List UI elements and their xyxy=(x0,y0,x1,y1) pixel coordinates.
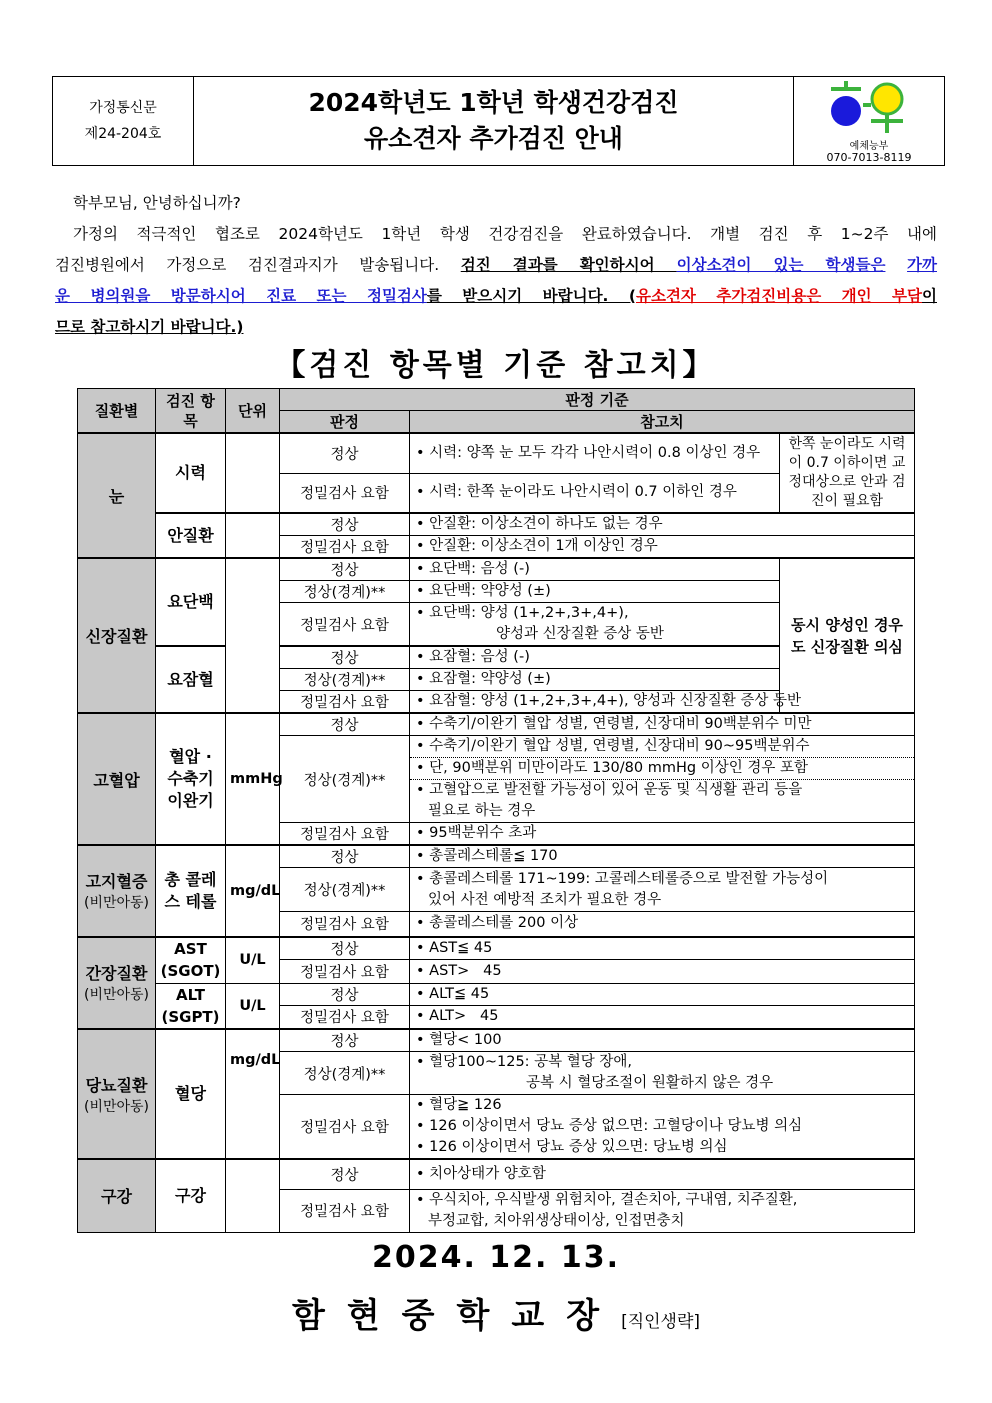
intro-3c: 유소견자 추가검진비용은 개인 부담 xyxy=(636,287,923,305)
intro-2a: 검진병원에서 가정으로 검진결과지가 발송됩니다. xyxy=(55,256,461,274)
reference-line: 공복 시 혈당조절이 원활하지 않은 경우 xyxy=(526,1075,774,1091)
reference-text: • 95백분위수 초과 xyxy=(410,823,915,846)
doc-title xyxy=(194,77,793,165)
category-sub: (비만아동) xyxy=(83,987,150,1004)
greeting: 학부모님, 안녕하십니까? xyxy=(73,194,241,212)
judgement-exam: 정밀검사 요함 xyxy=(280,959,410,983)
table-row xyxy=(78,1159,915,1189)
issue-date: 2024. 12. 13. xyxy=(371,1240,621,1275)
intro-4: 므로 참고하시기 바랍니다.) xyxy=(55,318,244,336)
unit-empty xyxy=(226,433,280,513)
stamp-note: [직인생략] xyxy=(621,1312,701,1332)
judgement-normal: 정상 xyxy=(280,558,410,581)
judgement-normal: 정상 xyxy=(280,1159,410,1189)
col-item: 검진 항목 xyxy=(156,389,226,434)
reference-line: • 126 이상이면서 당뇨 증상 있으면: 당뇨병 의심 xyxy=(416,1139,728,1155)
item-urine-blood: 요잠혈 xyxy=(156,646,226,713)
reference-line: • 126 이상이면서 당뇨 증상 없으면: 고혈당이나 당뇨병 의심 xyxy=(416,1118,803,1134)
table-row xyxy=(78,513,915,536)
item-urine-protein: 요단백 xyxy=(156,558,226,646)
reference-text: • AST> 45 xyxy=(410,959,915,983)
reference-text: • 요잠혈: 음성 (-) xyxy=(410,646,780,669)
section-title: 【검진 항목별 기준 참고치】 xyxy=(275,348,717,383)
col-disease: 질환별 xyxy=(78,389,156,434)
unit-mmhg: mmHg xyxy=(226,713,280,845)
reference-text xyxy=(410,868,915,912)
dept-name: 예체능부 xyxy=(849,141,889,152)
table-row xyxy=(78,983,915,1005)
intro-3a: 운 병의원을 방문하시어 진료 또는 정밀검사 xyxy=(55,287,427,305)
unit-mgdl: mg/dL xyxy=(226,845,280,937)
reference-text: • 안질환: 이상소견이 1개 이상인 경우 xyxy=(410,536,915,559)
judgement-exam: 정밀검사 요함 xyxy=(280,473,410,513)
item-ast: AST (SGOT) xyxy=(156,937,226,984)
intro-3b: 를 받으시기 바랍니다. ( xyxy=(426,287,636,305)
judgement-border: 정상(경계)** xyxy=(280,736,410,823)
item-oral: 구강 xyxy=(156,1159,226,1232)
unit-empty xyxy=(226,558,280,713)
intro-2e: 가까 xyxy=(907,256,937,274)
item-alt: ALT (SGPT) xyxy=(156,983,226,1029)
intro-line-4 xyxy=(55,312,937,343)
table-row xyxy=(78,937,915,960)
reference-text: • 안질환: 이상소견이 하나도 없는 경우 xyxy=(410,513,915,536)
reference-line: • 요단백: 양성 (1+,2+,3+,4+), xyxy=(416,605,629,621)
judgement-border: 정상(경계)** xyxy=(280,868,410,912)
intro-line-3 xyxy=(55,281,937,312)
signer-name: 함현중학교장 xyxy=(291,1296,622,1336)
title-line-1: 2024학년도 1학년 학생건강검진 xyxy=(308,88,679,117)
unit-ul: U/L xyxy=(226,983,280,1029)
item-vision: 시력 xyxy=(156,433,226,513)
reference-text: • 혈당< 100 xyxy=(410,1029,915,1052)
department-logo-icon xyxy=(827,81,907,135)
reference-text: • 수축기/이완기 혈압 성별, 연령별, 신장대비 90백분위수 미만 xyxy=(410,713,915,736)
unit-empty xyxy=(226,513,280,558)
intro-2c: 이상소견이 있는 학생들은 xyxy=(676,256,886,274)
doc-number: 제24-204호 xyxy=(84,126,162,142)
item-blood-sugar: 혈당 xyxy=(156,1029,226,1159)
judgement-normal: 정상 xyxy=(280,433,410,473)
reference-text xyxy=(410,1189,915,1232)
intro-line-2 xyxy=(55,250,937,281)
unit-mgdl: mg/dL xyxy=(226,1029,280,1159)
reference-text: • 총콜레스테롤≦ 170 xyxy=(410,845,915,868)
col-reference: 참고치 xyxy=(410,411,915,434)
reference-text: • ALT≦ 45 xyxy=(410,983,915,1005)
vision-note: 한쪽 눈이라도 시력이 0.7 이하이면 교정대상으로 안과 검진이 필요함 xyxy=(780,433,915,513)
reference-line: • 혈당100~125: 공복 혈당 장애, xyxy=(416,1054,633,1070)
intro-3d: 이 xyxy=(922,287,937,305)
dept-phone: 070-7013-8119 xyxy=(826,151,912,164)
table-row xyxy=(78,1029,915,1052)
item-blood-pressure: 혈압 · 수축기 이완기 xyxy=(156,713,226,845)
signature-line xyxy=(0,1288,992,1337)
judgement-normal: 정상 xyxy=(280,983,410,1005)
judgement-normal: 정상 xyxy=(280,513,410,536)
item-eye-disease: 안질환 xyxy=(156,513,226,558)
document-header xyxy=(52,76,945,166)
judgement-exam: 정밀검사 요함 xyxy=(280,912,410,937)
judgement-normal: 정상 xyxy=(280,845,410,868)
reference-text xyxy=(410,1052,915,1095)
dept-logo-box xyxy=(793,77,944,165)
intro-2d xyxy=(885,256,907,274)
category-liver-label: 간장질환 xyxy=(85,964,148,984)
judgement-exam: 정밀검사 요함 xyxy=(280,603,410,647)
judgement-border: 정상(경계)** xyxy=(280,581,410,603)
table-row xyxy=(78,433,915,473)
reference-text: • 요잠혈: 약양성 (±) xyxy=(410,669,780,691)
doc-type: 가정통신문 xyxy=(89,100,157,116)
category-sub: (비만아동) xyxy=(83,1098,150,1115)
judgement-border: 정상(경계)** xyxy=(280,669,410,691)
reference-text: • 총콜레스테롤 200 이상 xyxy=(410,912,915,937)
intro-text xyxy=(55,188,937,343)
kidney-note: 동시 양성인 경우도 신장질환 의심 xyxy=(780,558,915,713)
category-lipid xyxy=(78,845,156,937)
reference-line: 양성과 신장질환 증상 동반 xyxy=(496,626,664,642)
reference-text: • ALT> 45 xyxy=(410,1005,915,1029)
reference-text: • 요잠혈: 양성 (1+,2+,3+,4+), 양성과 신장질환 증상 동반 xyxy=(410,691,780,714)
reference-text: • 수축기/이완기 혈압 성별, 연령별, 신장대비 90~95백분위수 xyxy=(410,736,915,758)
intro-2b: 검진 결과를 확인하시어 xyxy=(460,256,677,274)
category-diabetes xyxy=(78,1029,156,1159)
reference-text: • AST≦ 45 xyxy=(410,937,915,960)
judgement-exam: 정밀검사 요함 xyxy=(280,536,410,559)
reference-text: • 요단백: 약양성 (±) xyxy=(410,581,780,603)
reference-text: • 치아상태가 양호함 xyxy=(410,1159,915,1189)
doc-info xyxy=(53,77,194,165)
reference-line: 부정교합, 치아위생상태이상, 인접면충치 xyxy=(428,1212,685,1229)
col-criteria: 판정 기준 xyxy=(280,389,915,411)
reference-line: • 우식치아, 우식발생 위험치아, 결손치아, 구내염, 치주질환, xyxy=(416,1191,798,1208)
judgement-normal: 정상 xyxy=(280,1029,410,1052)
category-eye: 눈 xyxy=(78,433,156,558)
reference-line: 있어 사전 예방적 조치가 필요한 경우 xyxy=(428,891,662,908)
table-row xyxy=(78,845,915,868)
col-unit: 단위 xyxy=(226,389,280,434)
unit-ul: U/L xyxy=(226,937,280,984)
reference-line: • 고혈압으로 발전할 가능성이 있어 운동 및 식생활 관리 등을 xyxy=(416,782,803,798)
header-row-1 xyxy=(78,389,915,411)
reference-text: • 단, 90백분위 미만이라도 130/80 mmHg 이상인 경우 포함 xyxy=(410,758,915,780)
item-total-cholesterol: 총 콜레스 테롤 xyxy=(156,845,226,937)
category-diabetes-label: 당뇨질환 xyxy=(85,1075,148,1095)
reference-text: • 시력: 양쪽 눈 모두 각각 나안시력이 0.8 이상인 경우 xyxy=(410,433,780,473)
judgement-border: 정상(경계)** xyxy=(280,1052,410,1095)
reference-line: • 혈당≧ 126 xyxy=(416,1097,502,1113)
judgement-normal: 정상 xyxy=(280,937,410,960)
reference-text xyxy=(410,603,780,647)
reference-text xyxy=(410,1095,915,1160)
reference-text: • 시력: 한쪽 눈이라도 나안시력이 0.7 이하인 경우 xyxy=(410,473,780,513)
intro-line-1: 가정의 적극적인 협조로 2024학년도 1학년 학생 건강검진을 완료하였습니다. 개별 검진 후 1~2주 내에 xyxy=(73,225,937,243)
col-judgement: 판정 xyxy=(280,411,410,434)
category-lipid-label: 고지혈증 xyxy=(85,872,148,892)
reference-line: • 총콜레스테롤 171~199: 고콜레스테롤증으로 발전할 가능성이 xyxy=(416,870,829,887)
reference-text: • 요단백: 음성 (-) xyxy=(410,558,780,581)
category-liver xyxy=(78,937,156,1030)
judgement-exam: 정밀검사 요함 xyxy=(280,1095,410,1160)
unit-empty xyxy=(226,1159,280,1232)
title-line-2: 유소견자 추가검진 안내 xyxy=(364,124,623,153)
reference-table xyxy=(77,388,915,1233)
table-row xyxy=(78,558,915,581)
reference-text xyxy=(410,780,915,823)
judgement-normal: 정상 xyxy=(280,713,410,736)
category-oral: 구강 xyxy=(78,1159,156,1232)
reference-line: 필요로 하는 경우 xyxy=(428,803,536,819)
category-hypertension: 고혈압 xyxy=(78,713,156,845)
judgement-normal: 정상 xyxy=(280,646,410,669)
judgement-exam: 정밀검사 요함 xyxy=(280,823,410,846)
judgement-exam: 정밀검사 요함 xyxy=(280,1005,410,1029)
table-row xyxy=(78,713,915,736)
judgement-exam: 정밀검사 요함 xyxy=(280,691,410,714)
category-sub: (비만아동) xyxy=(83,895,150,912)
judgement-exam: 정밀검사 요함 xyxy=(280,1189,410,1232)
category-kidney: 신장질환 xyxy=(78,558,156,713)
